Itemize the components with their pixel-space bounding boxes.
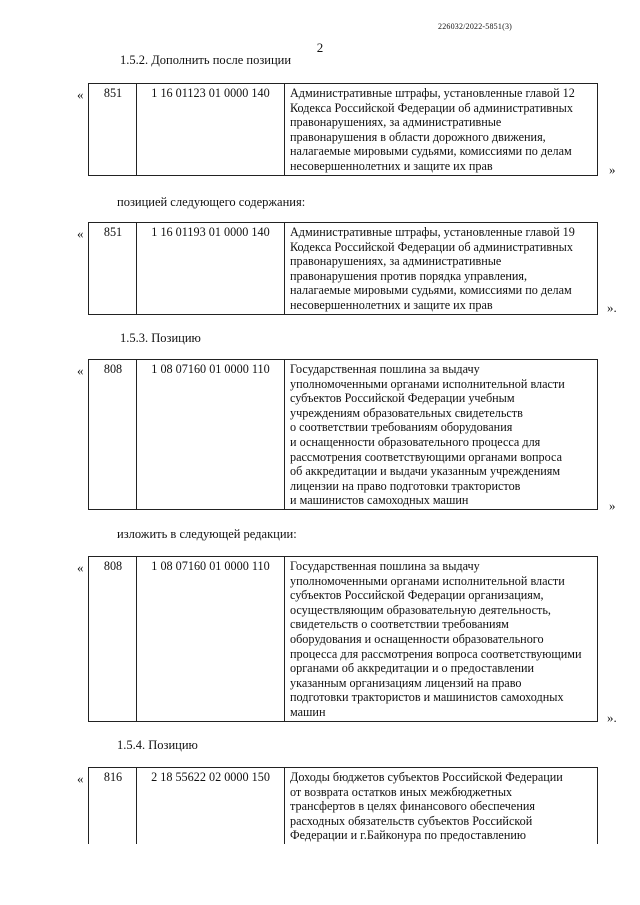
name-line: Кодекса Российской Федерации об административных xyxy=(290,239,573,254)
name-line: расходных обязательств субъектов Российской xyxy=(290,813,533,828)
close-quote: ». xyxy=(607,300,617,315)
name-line: осуществляющим образовательную деятельность, xyxy=(290,602,551,617)
table-row xyxy=(89,360,598,510)
page-number: 2 xyxy=(316,40,324,55)
income-name-cell xyxy=(285,360,598,510)
name-line: Кодекса Российской Федерации об административных xyxy=(290,100,573,115)
open-quote: « xyxy=(77,226,84,241)
table-row xyxy=(89,768,598,844)
name-line: субъектов Российской Федерации организациям, xyxy=(290,588,544,603)
income-name-cell xyxy=(285,223,598,315)
section-heading-1-5-3: 1.5.3. Позицию xyxy=(120,331,201,345)
name-line: Государственная пошлина за выдачу xyxy=(290,559,480,573)
name-line: лицензии на право подготовки трактористов xyxy=(290,478,521,493)
admin-code-cell: 808 xyxy=(89,557,137,722)
name-line: процесса для рассмотрения вопроса соответствующими xyxy=(290,646,582,661)
admin-code-cell: 816 xyxy=(89,768,137,844)
kbk-code-cell: 2 18 55622 02 0000 150 xyxy=(137,768,285,844)
admin-code-cell: 851 xyxy=(89,84,137,176)
name-line: Доходы бюджетов субъектов Российской Федерации xyxy=(290,770,563,784)
close-quote: ». xyxy=(607,710,617,725)
kbk-code-cell: 1 16 01193 01 0000 140 xyxy=(137,223,285,315)
name-line: машин xyxy=(290,704,326,719)
section-heading-insert: позицией следующего содержания: xyxy=(117,195,306,209)
name-line: уполномоченными органами исполнительной власти xyxy=(290,376,565,391)
open-quote: « xyxy=(77,363,84,378)
document-number: 226032/2022-5851(3) xyxy=(438,22,513,31)
admin-code-cell: 851 xyxy=(89,223,137,315)
name-line: учреждениям образовательных свидетельств xyxy=(290,405,523,420)
income-name-cell xyxy=(285,557,598,722)
kbk-code-cell: 1 08 07160 01 0000 110 xyxy=(137,557,285,722)
open-quote: « xyxy=(77,771,84,786)
name-line: оборудования и оснащенности образовательного xyxy=(290,631,544,646)
name-line: трансфертов в целях финансового обеспечения xyxy=(290,799,535,814)
position-table xyxy=(88,767,598,844)
name-line: подготовки трактористов и машинистов самоходных xyxy=(290,690,564,705)
section-heading-1-5-4: 1.5.4. Позицию xyxy=(117,738,198,752)
open-quote: « xyxy=(77,87,84,102)
close-quote: » xyxy=(609,498,616,513)
open-quote: « xyxy=(77,560,84,575)
kbk-code-cell: 1 16 01123 01 0000 140 xyxy=(137,84,285,176)
table-row xyxy=(89,223,598,315)
name-line: от возврата остатков иных межбюджетных xyxy=(290,784,513,799)
name-line: налагаемые мировыми судьями, комиссиями по делам xyxy=(290,144,572,159)
name-line: уполномоченными органами исполнительной власти xyxy=(290,573,565,588)
income-name-cell xyxy=(285,768,598,844)
name-line: указанным организациям лицензий на право xyxy=(290,675,522,690)
name-line: правонарушения в области дорожного движения, xyxy=(290,129,546,144)
close-quote: » xyxy=(609,162,616,177)
position-table xyxy=(88,222,598,315)
name-line: несовершеннолетних и защите их прав xyxy=(290,158,493,173)
name-line: правонарушениях, за административные xyxy=(290,254,502,269)
admin-code-cell: 808 xyxy=(89,360,137,510)
position-table xyxy=(88,556,598,722)
name-line: свидетельств о соответствии требованиям xyxy=(290,617,509,632)
section-heading-new-edition: изложить в следующей редакции: xyxy=(117,527,297,541)
name-line: об аккредитации и выдачи указанным учреждениям xyxy=(290,464,561,479)
income-name-cell xyxy=(285,84,598,176)
name-line: органами об аккредитации и о предоставлении xyxy=(290,661,535,676)
name-line: налагаемые мировыми судьями, комиссиями по делам xyxy=(290,283,572,298)
name-line: рассмотрения соответствующими органами вопроса xyxy=(290,449,562,464)
name-line: Административные штрафы, установленные главой 19 xyxy=(290,225,575,239)
table-row xyxy=(89,557,598,722)
name-line: правонарушения против порядка управления, xyxy=(290,268,528,283)
name-line: и оснащенности образовательного процесса для xyxy=(290,434,541,449)
name-line: субъектов Российской Федерации учебным xyxy=(290,391,515,406)
name-line: и машинистов самоходных машин xyxy=(290,493,469,508)
kbk-code-cell: 1 08 07160 01 0000 110 xyxy=(137,360,285,510)
name-line: правонарушениях, за административные xyxy=(290,115,502,130)
name-line: несовершеннолетних и защите их прав xyxy=(290,297,493,312)
position-table xyxy=(88,359,598,510)
table-row xyxy=(89,84,598,176)
name-line: о соответствии требованиям оборудования xyxy=(290,420,513,435)
name-line: Государственная пошлина за выдачу xyxy=(290,362,480,376)
position-table xyxy=(88,83,598,176)
name-line: Административные штрафы, установленные главой 12 xyxy=(290,86,575,100)
section-heading-1-5-2: 1.5.2. Дополнить после позиции xyxy=(120,53,292,67)
name-line: Федерации и г.Байконура по предоставлению xyxy=(290,828,526,843)
